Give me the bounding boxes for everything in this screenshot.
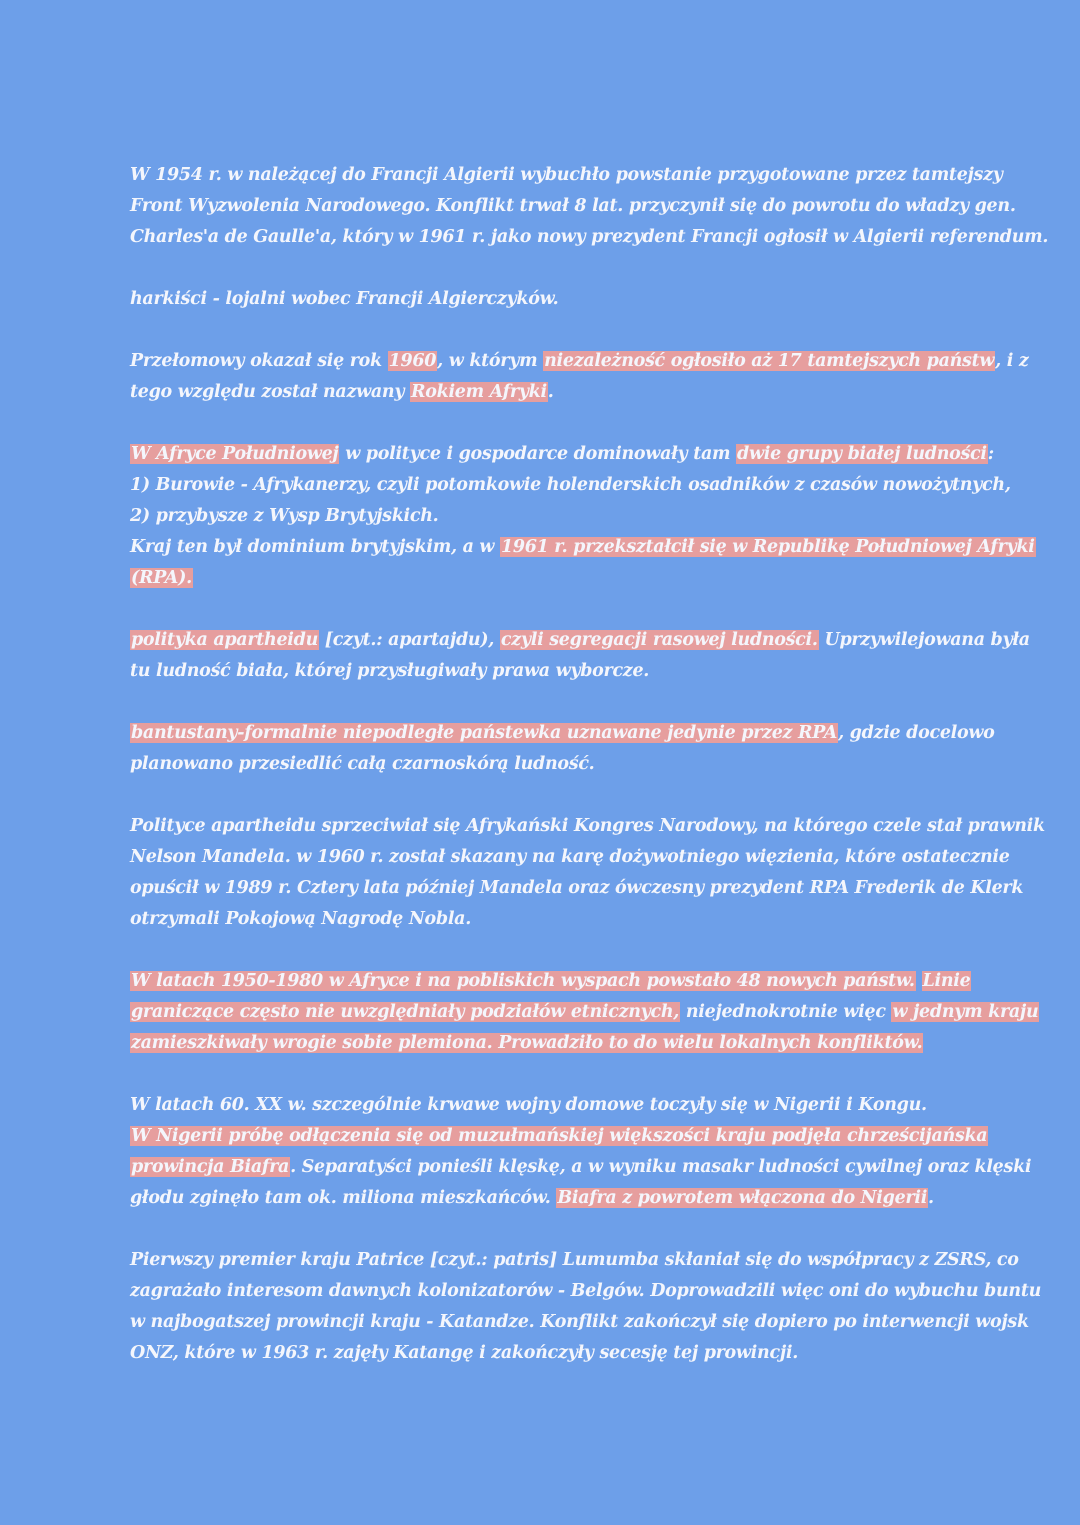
text-line [130, 1028, 950, 1059]
text-line [130, 377, 950, 408]
text-segment: Polityce apartheidu sprzeciwiał się Afrykański Kongres Narodowy, na którego czele stał prawnik [130, 816, 1045, 836]
text-segment: W latach 60. XX w. szczególnie krwawe wojny domowe toczyły się w Nigerii i Kongu. [130, 1095, 927, 1115]
note-paragraph [130, 811, 1045, 935]
text-line [130, 1338, 950, 1369]
text-line [130, 1276, 1042, 1307]
text-line [130, 1245, 1019, 1276]
text-line [130, 1090, 950, 1121]
note-paragraph [130, 966, 1039, 1059]
text-segment: . Separatyści ponieśli klęskę, a w wyniku masakr ludności cywilnej oraz klęski [290, 1157, 1032, 1177]
text-line [130, 966, 971, 997]
highlighted-text: (RPA). [131, 568, 192, 588]
text-line [130, 749, 950, 780]
text-segment: Pierwszy premier kraju Patrice [czyt.: patris] Lumumba skłaniał się do współpracy z ZSRS, co [130, 1250, 1019, 1270]
text-segment: Nelson Mandela. w 1960 r. został skazany na karę dożywotniego więzienia, które ostatecznie [130, 847, 1010, 867]
highlighted-text: Biafra z powrotem włączona do Nigerii [557, 1188, 928, 1208]
highlighted-text: czyli segregacji rasowej ludności. [500, 630, 818, 650]
text-segment: Kraj ten był dominium brytyjskim, a w [130, 537, 500, 557]
text-segment: w polityce i gospodarce dominowały tam [339, 444, 737, 464]
text-line [130, 160, 1003, 191]
highlighted-text: w jednym kraju [892, 1002, 1039, 1022]
text-segment: harkiści - lojalni wobec Francji Algierczyków. [130, 289, 559, 309]
highlighted-text: prowincja Biafra [131, 1157, 290, 1177]
text-line [130, 284, 950, 315]
highlighted-text: W Afryce Południowej [131, 444, 339, 464]
text-line [130, 1307, 1029, 1338]
note-paragraph [130, 439, 1035, 594]
text-segment: W 1954 r. w należącej do Francji Algierii wybuchło powstanie przygotowane przez tamtejszy [130, 165, 1003, 185]
text-line [130, 1183, 950, 1214]
text-segment: opuścił w 1989 r. Cztery lata później Mandela oraz ówczesny prezydent RPA Frederik de Klerk [130, 878, 1024, 898]
text-segment: Uprzywilejowana była [818, 630, 1030, 650]
text-line [130, 470, 1011, 501]
text-segment: : [987, 444, 994, 464]
highlighted-text: niezależność ogłosiło aż 17 tamtejszych państw [544, 351, 995, 371]
note-paragraph [130, 284, 950, 315]
text-segment: Charles'a de Gaulle'a, który w 1961 r. jako nowy prezydent Francji ogłosił w Algierii referendum. [130, 227, 1049, 247]
highlighted-text: Rokiem Afryki [411, 382, 547, 402]
text-line [130, 1152, 1032, 1183]
notes-page [130, 160, 1049, 1400]
highlighted-text: W latach 1950-1980 w Afryce i na pobliskich wyspach powstało 48 nowych państw. [131, 971, 915, 991]
text-line [130, 904, 950, 935]
highlighted-text: polityka apartheidu [131, 630, 318, 650]
text-line [130, 873, 1024, 904]
text-line [130, 718, 995, 749]
text-segment: niejednokrotnie więc [680, 1002, 892, 1022]
highlighted-text: dwie grupy białej ludności [737, 444, 987, 464]
text-line [130, 1121, 988, 1152]
note-paragraph [130, 160, 1049, 253]
text-segment: ONZ, które w 1963 r. zajęły Katangę i zakończyły secesję tej prowincji. [130, 1343, 798, 1363]
text-segment: otrzymali Pokojową Nagrodę Nobla. [130, 909, 471, 929]
text-segment [916, 971, 922, 991]
text-segment: w najbogatszej prowincji kraju - Katandze. Konflikt zakończył się dopiero po interwencji wojsk [130, 1312, 1029, 1332]
text-line [130, 563, 950, 594]
note-paragraph [130, 346, 1029, 408]
text-segment: 1) Burowie - Afrykanerzy, czyli potomkowie holenderskich osadników z czasów nowożytnych, [130, 475, 1011, 495]
highlighted-text: graniczące często nie uwzględniały podziałów etnicznych, [131, 1002, 680, 1022]
highlighted-text: zamieszkiwały wrogie sobie plemiona. Prowadziło to do wielu lokalnych konfliktów. [131, 1033, 923, 1053]
highlighted-text: 1960 [388, 351, 437, 371]
text-segment: planowano przesiedlić całą czarnoskórą ludność. [130, 754, 595, 774]
note-paragraph [130, 718, 995, 780]
text-segment: , gdzie docelowo [838, 723, 995, 743]
text-segment: , w którym [437, 351, 544, 371]
text-segment: . [547, 382, 554, 402]
text-segment: , i z [995, 351, 1029, 371]
text-line [130, 501, 950, 532]
highlighted-text: W Nigerii próbę odłączenia się od muzułmańskiej większości kraju podjęła chrześcijańska [131, 1126, 988, 1146]
text-line [130, 222, 1049, 253]
text-segment: tego względu został nazwany [130, 382, 410, 402]
text-segment: zagrażało interesom dawnych kolonizatorów - Belgów. Doprowadzili więc oni do wybuchu buntu [130, 1281, 1042, 1301]
text-segment: Przełomowy okazał się rok [130, 351, 388, 371]
highlighted-text: 1961 r. przekształcił się w Republikę Południowej Afryki [500, 537, 1035, 557]
note-paragraph [130, 1090, 1032, 1214]
text-line [130, 439, 994, 470]
text-line [130, 346, 1029, 377]
text-line [130, 656, 950, 687]
note-paragraph [130, 1245, 1042, 1369]
text-line [130, 842, 1010, 873]
highlighted-text: Linie [922, 971, 971, 991]
text-segment: tu ludność biała, której przysługiwały prawa wyborcze. [130, 661, 650, 681]
text-segment: 2) przybysze z Wysp Brytyjskich. [130, 506, 439, 526]
text-line [130, 625, 1030, 656]
text-line [130, 191, 1016, 222]
text-line [130, 811, 1045, 842]
note-paragraph [130, 625, 1030, 687]
text-segment: głodu zginęło tam ok. miliona mieszkańców. [130, 1188, 557, 1208]
text-line [130, 532, 1035, 563]
text-line [130, 997, 1039, 1028]
text-segment: Front Wyzwolenia Narodowego. Konflikt trwał 8 lat. przyczynił się do powrotu do władzy gen. [130, 196, 1016, 216]
text-segment: [czyt.: apartajdu), [319, 630, 500, 650]
text-segment: . [928, 1188, 934, 1208]
highlighted-text: bantustany-formalnie niepodległe państewka uznawane jedynie przez RPA [131, 723, 838, 743]
